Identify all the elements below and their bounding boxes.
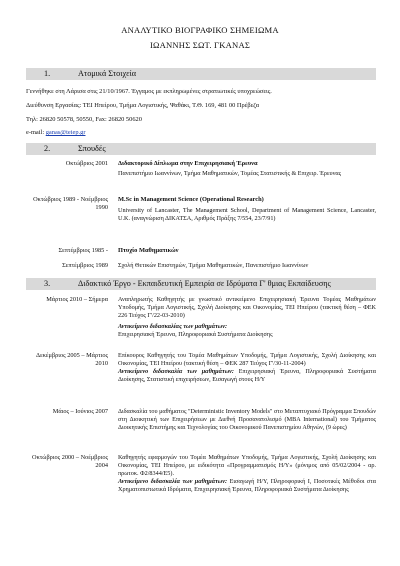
- teaching-date: Μάιος – Ιούνιος 2007: [52, 408, 108, 415]
- teaching-date: Οκτώβριος 2000 – Νοέμβριος 2004: [32, 454, 108, 469]
- section-number: 2.: [44, 144, 51, 153]
- study-heading: [118, 247, 376, 255]
- section-label: Ατομικά Στοιχεία: [78, 69, 137, 78]
- teaching-text: Επίκουρος Καθηγητής του Τομέα Μαθημάτων Υποδομής, Τμήμα Λογιστικής, Σχολή Διοίκησης και Οικονομίας, ΤΕΙ Ηπείρου (τακτική θέση – ΦΕΚ 287 Τεύχος Γ'/30-11-2004): [118, 352, 376, 367]
- email-link[interactable]: ganas@teiep.gr: [45, 129, 86, 136]
- personal-email-line: [26, 128, 376, 137]
- teaching-date: Μάρτιος 2010 – Σήμερα: [46, 296, 108, 303]
- study-date: Οκτώβριος 2001: [65, 160, 108, 167]
- teaching-entry: [118, 454, 376, 494]
- study-text: University of Lancaster, The Management School, Department of Management Science, Lancaster, U.K. (αναγνώριση ΔΙΚΑΤΣΑ, Αριθμός Πράξης 7/554, 23/7/91): [118, 207, 376, 222]
- section-header-personal: [26, 68, 376, 80]
- teaching-courses-block: [118, 478, 376, 494]
- study-text: Πανεπιστήμιο Ιωαννίνων, Τμήμα Μαθηματικών, Τομέας Στατιστικής & Επιχειρ. Έρευνας: [118, 170, 342, 177]
- teaching-entry: [118, 296, 376, 339]
- study-heading: Διδακτορικό Δίπλωμα στην Επιχειρησιακή Έρευνα: [118, 160, 258, 167]
- teaching-courses: Εισαγωγή Η/Υ, Πληροφορική Ι, Ποσοτικές Μέθοδοι στα Χρηματοπιστωτικά Ιδρύματα, Επιχειρησιακή Έρευνα, Πληροφοριακά Συστήματα Διοίκησης: [118, 478, 376, 493]
- teaching-text: Καθηγητής εφαρμογών του Τομέα Μαθημάτων Υποδομής, Τμήμα Λογιστικής, Σχολή Διοίκησης και Οικονομίας, ΤΕΙ Ηπείρου, με ειδικότητα «Προγραμματισμός Η/Υ» (μόνιμος από 05/02/2004 - αρ. πρωτοκ. Φ2/8344/Ε5).: [118, 454, 376, 477]
- section-label: Σπουδές: [78, 144, 106, 153]
- teaching-courses-block: [118, 368, 376, 384]
- teaching-courses-label: Αντικείμενο διδασκαλίας των μαθημάτων:: [118, 323, 228, 330]
- section-number: 1.: [44, 69, 51, 78]
- section-header-studies: [26, 143, 376, 155]
- personal-address: Διεύθυνση Εργασίας: ΤΕΙ Ηπείρου, Τμήμα Λογιστικής, Ψαθάκι, Τ.Θ. 169, 481 00 Πρέβεζα: [26, 102, 260, 109]
- teaching-courses: Επιχειρησιακή Έρευνα, Πληροφοριακά Συστήματα Διοίκησης: [118, 331, 273, 338]
- teaching-entry: [118, 408, 376, 432]
- study-date: Οκτώβριος 1989 - Νοέμβριος 1990: [33, 196, 108, 211]
- email-label: e-mail:: [26, 129, 45, 136]
- personal-phone: Τηλ: 26820 50578, 50550, Fax: 26820 50620: [26, 116, 142, 123]
- personal-birth: Γεννήθηκε στη Λάρισα στις 21/10/1967. Έγγαμος με εκπληρωμένες στρατιωτικές υποχρεώσεις.: [26, 88, 272, 95]
- study-entry: [118, 196, 376, 223]
- study-date: Σεπτέμβριος 1985 -: [58, 247, 108, 254]
- teaching-courses: Επιχειρησιακή Έρευνα, Πληροφοριακά Συστήματα Διοίκησης, Στατιστική επιχειρήσεων, Εισαγωγή στους Η/Υ: [118, 368, 377, 383]
- teaching-text: Διδασκαλία του μαθήματος "Deterministic Inventory Models" στο Μεταπτυχιακό Πρόγραμμα Σπουδών στη Διοικητική των Επιχειρήσεων με Διεθνή Προσανατολισμό (MBA International) του Τμήματος Διοικητικής Επιστήμης και Τεχνολογίας του Οικονομικού Πανεπιστημίου Αθηνών, (9 ώρες): [118, 408, 377, 431]
- section-label: Διδακτικό Έργο - Εκπαιδευτική Εμπειρία σε Ιδρύματα Γ' θμιας Εκπαίδευσης: [78, 279, 331, 288]
- teaching-courses-label: Αντικείμενο διδασκαλία των μαθημάτων:: [118, 478, 228, 485]
- teaching-entry: [118, 352, 376, 384]
- document-title: ΑΝΑΛΥΤΙΚΟ ΒΙΟΓΡΑΦΙΚΟ ΣΗΜΕΙΩΜΑ: [121, 25, 279, 35]
- study-text: Σχολή Θετικών Επιστημών, Τμήμα Μαθηματικών, Πανεπιστήμιο Ιωαννίνων: [118, 262, 309, 269]
- section-header-teaching: [26, 278, 376, 290]
- teaching-text: Αναπληρωτής Καθηγητής με γνωστικό αντικείμενο Επιχειρησιακή Έρευνα Τομέας Μαθημάτων Υποδομής, Τμήμα Λογιστικής, Σχολή Διοίκησης και Οικονομίας, ΤΕΙ Ηπείρου (τακτική θέση – ΦΕΚ 226 Τεύχος Γ'/22-03-2010): [118, 296, 376, 319]
- study-heading: M.Sc in Management Science (Operational Research): [118, 196, 264, 203]
- study-entry: [118, 160, 376, 178]
- teaching-date: Δεκέμβριος 2005 – Μάρτιος 2010: [36, 352, 108, 367]
- person-name: ΙΩΑΝΝΗΣ ΣΩΤ. ΓΚΑΝΑΣ: [149, 40, 251, 50]
- teaching-courses-label: Αντικείμενο διδασκαλία των μαθημάτων:: [118, 368, 234, 375]
- study-heading-text: Πτυχίο Μαθηματικών: [118, 247, 179, 254]
- section-number: 3.: [44, 279, 51, 288]
- study-date: Σεπτέμβριος 1989: [62, 262, 108, 269]
